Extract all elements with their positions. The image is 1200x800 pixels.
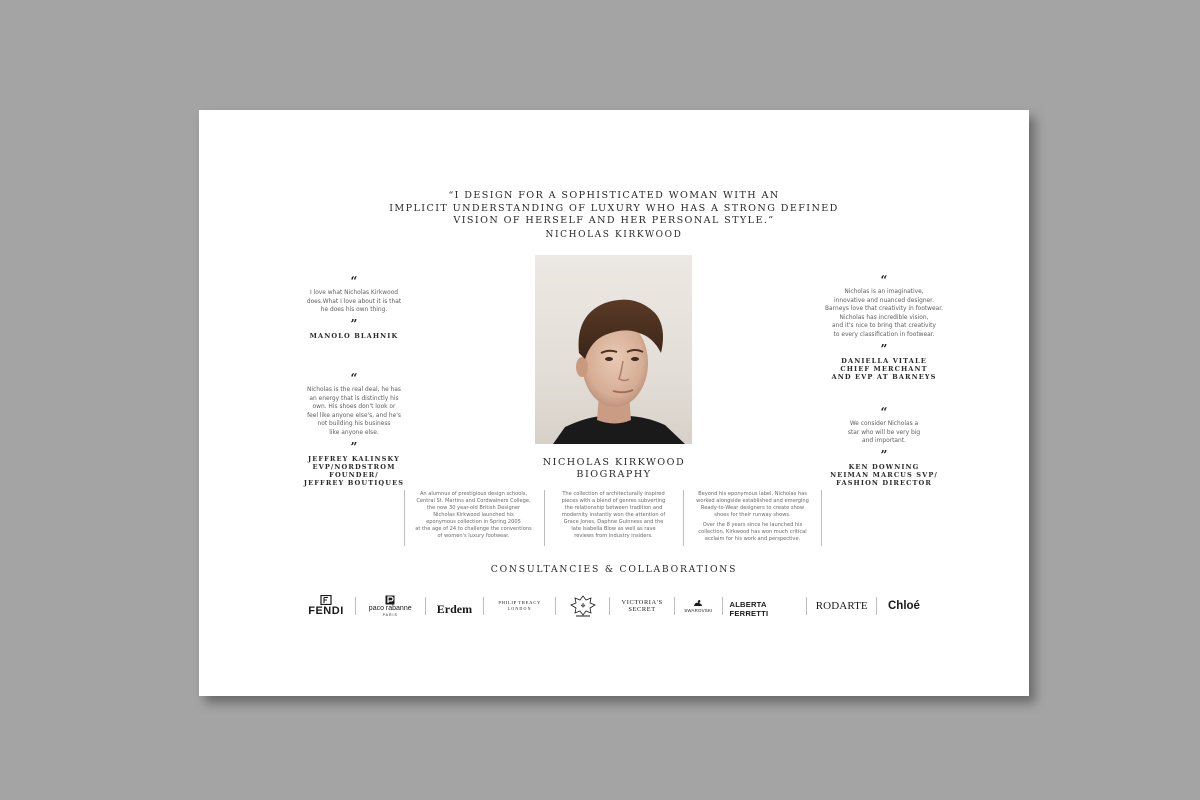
author-line: KEN DOWNING <box>848 462 920 471</box>
biography-line: late Isabella Blow as well as rave <box>571 526 656 532</box>
testimonial-line: Nicholas is an imaginative, <box>844 289 924 295</box>
quote-open-mark: “ <box>350 274 358 288</box>
testimonial-line: innovative and nuanced designer. <box>834 297 934 304</box>
testimonial-manolo-blahnik <box>279 275 429 340</box>
biography-line: collection, Kirkwood has won much critical <box>698 529 807 535</box>
headline-quote <box>199 190 1029 228</box>
logo-paco-rabanne-text: paco rabanne <box>368 605 412 612</box>
quote-open-mark: “ <box>350 371 358 385</box>
author-line: MANOLO BLAHNIK <box>309 331 399 340</box>
biography-line: shoes for their runway shows. <box>714 512 791 518</box>
logo-divider <box>876 597 877 615</box>
testimonial-line: own. His shoes don't look or <box>312 404 396 411</box>
biography-title-line: BIOGRAPHY <box>576 468 652 480</box>
testimonial-text <box>279 386 429 438</box>
biography-line: of women's luxury footwear. <box>437 533 510 539</box>
logo-divider <box>674 597 675 615</box>
fendi-ff-icon <box>320 595 332 605</box>
biography-line: Ready-to-Wear designers to create show <box>700 505 805 511</box>
testimonial-line: and important. <box>862 438 906 445</box>
logo-philip-treacy-sub: LONDON <box>507 606 532 611</box>
portrait-photo <box>535 255 692 444</box>
quote-close-mark: ” <box>880 341 888 356</box>
author-line: CHIEF MERCHANT <box>840 364 928 373</box>
logo-divider <box>355 597 356 615</box>
quote-close-mark: ” <box>350 316 358 331</box>
testimonial-line: an energy that is distinctly his <box>309 395 399 402</box>
biography-line: The collection of architecturally inspired <box>562 491 665 497</box>
testimonial-line: Nicholas has incredible vision, <box>839 314 929 321</box>
logo-fendi-text: FENDI <box>308 605 344 617</box>
testimonial-line: star who will be very big <box>847 429 921 436</box>
testimonial-line: We consider Nicholas a <box>849 421 919 427</box>
biography-line: the now 30 year-old British Designer <box>426 505 521 511</box>
quote-open-mark: “ <box>880 273 888 287</box>
author-line: FASHION DIRECTOR <box>836 479 932 488</box>
logo-emblem <box>563 594 603 618</box>
logo-fendi <box>304 595 348 617</box>
testimonial-line: he does his own thing. <box>320 307 388 314</box>
biography-line: reviews from industry insiders. <box>574 533 653 539</box>
logo-rodarte-text: RODARTE <box>815 600 868 612</box>
logo-alberta-ferretti <box>730 594 800 618</box>
quote-close-mark: ” <box>880 447 888 462</box>
biography-line: worked alongside established and emerging <box>696 498 809 504</box>
biography-line: Grace Jones, Daphne Guinness and the <box>563 519 664 525</box>
logo-erdem-text: Erdem <box>436 602 473 616</box>
swarovski-swan-icon <box>692 599 704 608</box>
biography-line: Over the 8 years since he launched his <box>702 522 803 528</box>
testimonial-author <box>279 332 429 340</box>
biography-column-2 <box>545 491 682 540</box>
testimonial-daniella-vitale <box>799 274 969 381</box>
logo-paco-rabanne <box>362 595 418 617</box>
emblem-logo-icon <box>568 594 598 618</box>
quote-close-mark: ” <box>350 439 358 454</box>
logo-rodarte <box>814 600 870 612</box>
testimonial-line: not building his business <box>317 421 391 428</box>
headline-author: NICHOLAS KIRKWOOD <box>545 230 683 240</box>
logo-divider <box>609 597 610 615</box>
testimonial-line: Barneys love that creativity in footwear. <box>825 306 943 313</box>
biography-line: Beyond his eponymous label, Nicholas has <box>698 491 807 497</box>
author-line: EVP/NORDSTROM <box>312 462 396 471</box>
testimonial-text <box>799 420 969 446</box>
biography-line: the relationship between tradition and <box>564 505 663 511</box>
biography-line: modernity instantly won the attention of <box>561 512 666 518</box>
logo-victorias-secret <box>617 599 667 613</box>
logo-divider <box>425 597 426 615</box>
brand-logos-row <box>304 592 924 620</box>
biography-line: pieces with a blend of genres subverting <box>561 498 666 504</box>
testimonial-text <box>799 288 969 340</box>
logo-philip-treacy-text: PHILIP TREACY <box>498 600 541 605</box>
logo-paco-rabanne-sub: PARIS <box>382 613 398 617</box>
biography-column-3 <box>684 491 821 543</box>
logo-alberta-ferretti-text: ALBERTA FERRETTI <box>729 600 769 618</box>
logo-divider <box>806 597 807 615</box>
brochure-page <box>199 110 1029 696</box>
logo-swarovski <box>681 599 715 613</box>
consultancies-title: CONSULTANCIES & COLLABORATIONS <box>490 564 738 575</box>
headline-line: VISION OF HERSELF AND HER PERSONAL STYLE.” <box>453 215 775 226</box>
biography-line: An alumnus of prestigious design schools, <box>419 491 528 497</box>
testimonial-line: feel like anyone else's, and he's <box>307 412 401 419</box>
testimonial-line: does.What I love about it is that <box>306 298 402 305</box>
logo-divider <box>555 597 556 615</box>
testimonial-line: I love what Nicholas Kirkwood <box>309 290 399 296</box>
author-line: DANIELLA VITALE <box>841 356 927 365</box>
author-line: JEFFREY BOUTIQUES <box>303 479 405 488</box>
biography-line: at the age of 24 to challenge the conventions <box>415 526 532 532</box>
quote-open-mark: “ <box>880 405 888 419</box>
logo-divider <box>483 597 484 615</box>
biography-column-1 <box>405 491 542 540</box>
author-line: AND EVP AT BARNEYS <box>831 372 937 381</box>
column-divider <box>821 490 822 546</box>
logo-chloe <box>884 600 924 613</box>
author-line: JEFFREY KALINSKY <box>308 454 400 463</box>
biography-line: acclaim for his work and perspective. <box>704 536 801 542</box>
headline-line: “I DESIGN FOR A SOPHISTICATED WOMAN WITH AN <box>448 190 780 201</box>
author-line: FOUNDER/ <box>329 470 379 479</box>
testimonial-line: to every classification in footwear. <box>833 331 935 338</box>
testimonial-line: like anyone else. <box>329 429 379 436</box>
author-line: NEIMAN MARCUS SVP/ <box>830 470 938 479</box>
biography-line: Central St. Martins and Cordwainers College, <box>416 498 531 504</box>
svg-text:※: ※ <box>580 603 586 610</box>
paco-rabanne-mark-icon <box>385 595 395 605</box>
testimonial-author <box>799 357 969 382</box>
logo-chloe-text: Chloé <box>887 599 920 612</box>
portrait-illustration <box>535 255 692 444</box>
logo-philip-treacy <box>491 600 549 612</box>
testimonial-line: and it's nice to bring that creativity <box>832 323 936 330</box>
testimonial-line: Nicholas is the real deal, he has <box>307 387 401 393</box>
biography-title <box>199 454 1029 480</box>
logo-divider <box>722 597 723 615</box>
logo-swarovski-text: SWAROVSKI <box>684 608 713 613</box>
logo-victorias-secret-sub: SECRET <box>628 606 656 613</box>
testimonial-text <box>279 289 429 315</box>
logo-erdem <box>432 596 476 616</box>
biography-line: Nicholas Kirkwood launched his <box>433 512 514 518</box>
biography-title-line: NICHOLAS KIRKWOOD <box>542 457 686 468</box>
biography-line: eponymous collection in Spring 2005 <box>426 519 521 525</box>
logo-victorias-secret-text: VICTORIA'S <box>621 599 663 606</box>
headline-line: IMPLICIT UNDERSTANDING OF LUXURY WHO HAS A STRONG DEFINED <box>389 202 839 214</box>
